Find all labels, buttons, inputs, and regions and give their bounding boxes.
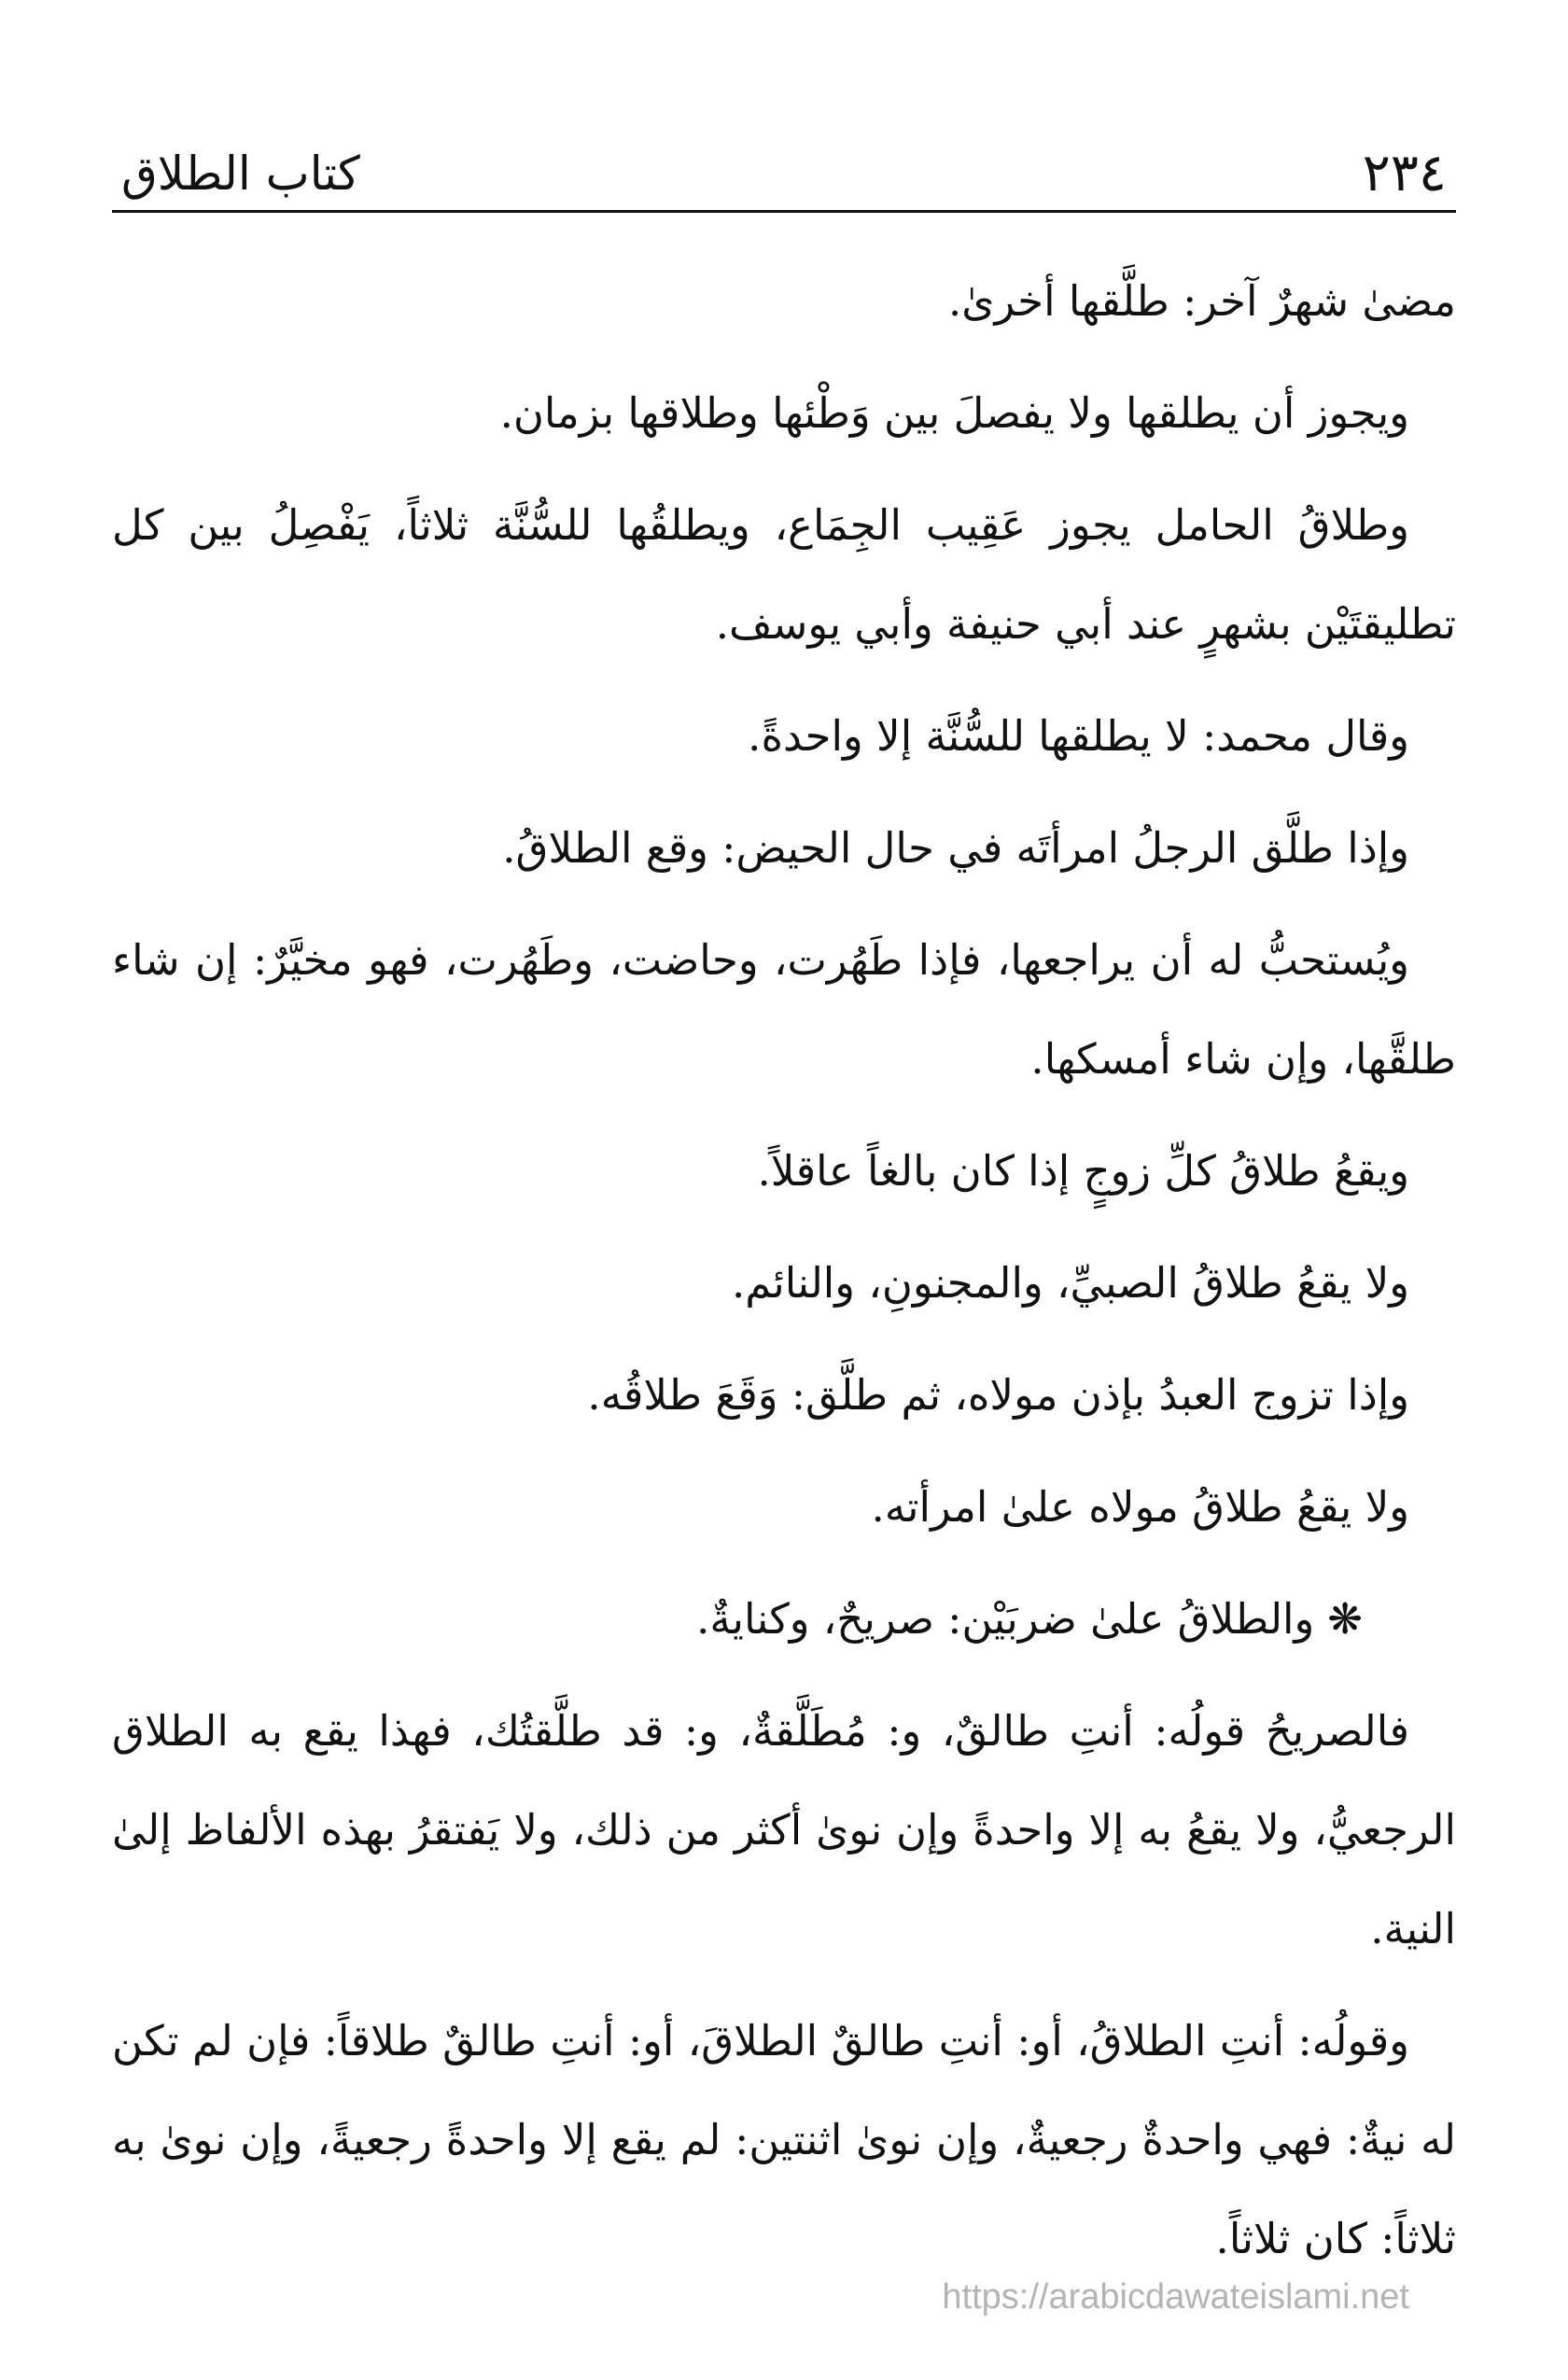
page-header [112,140,1456,207]
running-title: كتاب الطلاق [121,147,360,201]
paragraph-3: وطلاقُ الحامل يجوز عَقِيب الجِمَاع، ويطلقُها للسُّنَّة ثلاثاً، يَفْصِلُ بين كل تطليقتَيْن بشهرٍ عند أبي حنيفة وأبي يوسف. [112,500,1456,649]
paragraph-8: ولا يقعُ طلاقُ الصبيِّ، والمجنونِ، والنائم. [732,1258,1409,1308]
watermark: https://arabicdawateislami.net [942,2277,1409,2317]
paragraph-6: ويُستحبُّ له أن يراجعها، فإذا طَهُرت، وحاضت، وطَهُرت، فهو مخيَّرٌ: إن شاء طلقَّها، وإن شاء أمسكها. [112,935,1456,1084]
paragraph-10: ولا يقعُ طلاقُ مولاه علىٰ امرأته. [871,1482,1409,1532]
paragraph-11 [112,1570,1456,1669]
body-text [112,252,1456,2289]
paragraph-11-text: والطلاقُ علىٰ ضربَيْن: صريحٌ، وكنايةٌ. [696,1594,1315,1644]
paragraph-5: وإذا طلَّق الرجلُ امرأتَه في حال الحيض: وقع الطلاقُ. [502,823,1409,873]
page-number: ٢٣٤ [1362,143,1447,203]
paragraph-1: مضىٰ شهرٌ آخر: طلَّقها أخرىٰ. [947,276,1456,326]
paragraph-4: وقال محمد: لا يطلقها للسُّنَّة إلا واحدةً. [748,711,1409,761]
header-rule [112,210,1456,213]
paragraph-12: فالصريحُ قولُه: أنتِ طالقٌ، و: مُطَلَّقةٌ، و: قد طلَّقتُك، فهذا يقع به الطلاق الرجعيُّ، ولا يقعُ به إلا واحدةً وإن نوىٰ أكثر من ذلك، ولا يَفتقرُ بهذه الألفاظ إلىٰ النية. [112,1706,1456,1953]
section-marker-icon: ❋ [1327,1594,1363,1644]
paragraph-9: وإذا تزوج العبدُ بإذن مولاه، ثم طلَّق: وَقَعَ طلاقُه. [587,1370,1409,1420]
paragraph-7: ويقعُ طلاقُ كلِّ زوجٍ إذا كان بالغاً عاقلاً. [757,1146,1409,1196]
paragraph-2: ويجوز أن يطلقها ولا يفصلَ بين وَطْئها وطلاقها بزمان. [499,388,1409,438]
paragraph-13: وقولُه: أنتِ الطلاقُ، أو: أنتِ طالقٌ الطلاقَ، أو: أنتِ طالقٌ طلاقاً: فإن لم تكن له نيةٌ: فهي واحدةٌ رجعيةٌ، وإن نوىٰ اثنتين: لم يقع إلا واحدةً رجعيةً، وإن نوىٰ به ثلاثاً: كان ثلاثاً. [112,2016,1456,2263]
